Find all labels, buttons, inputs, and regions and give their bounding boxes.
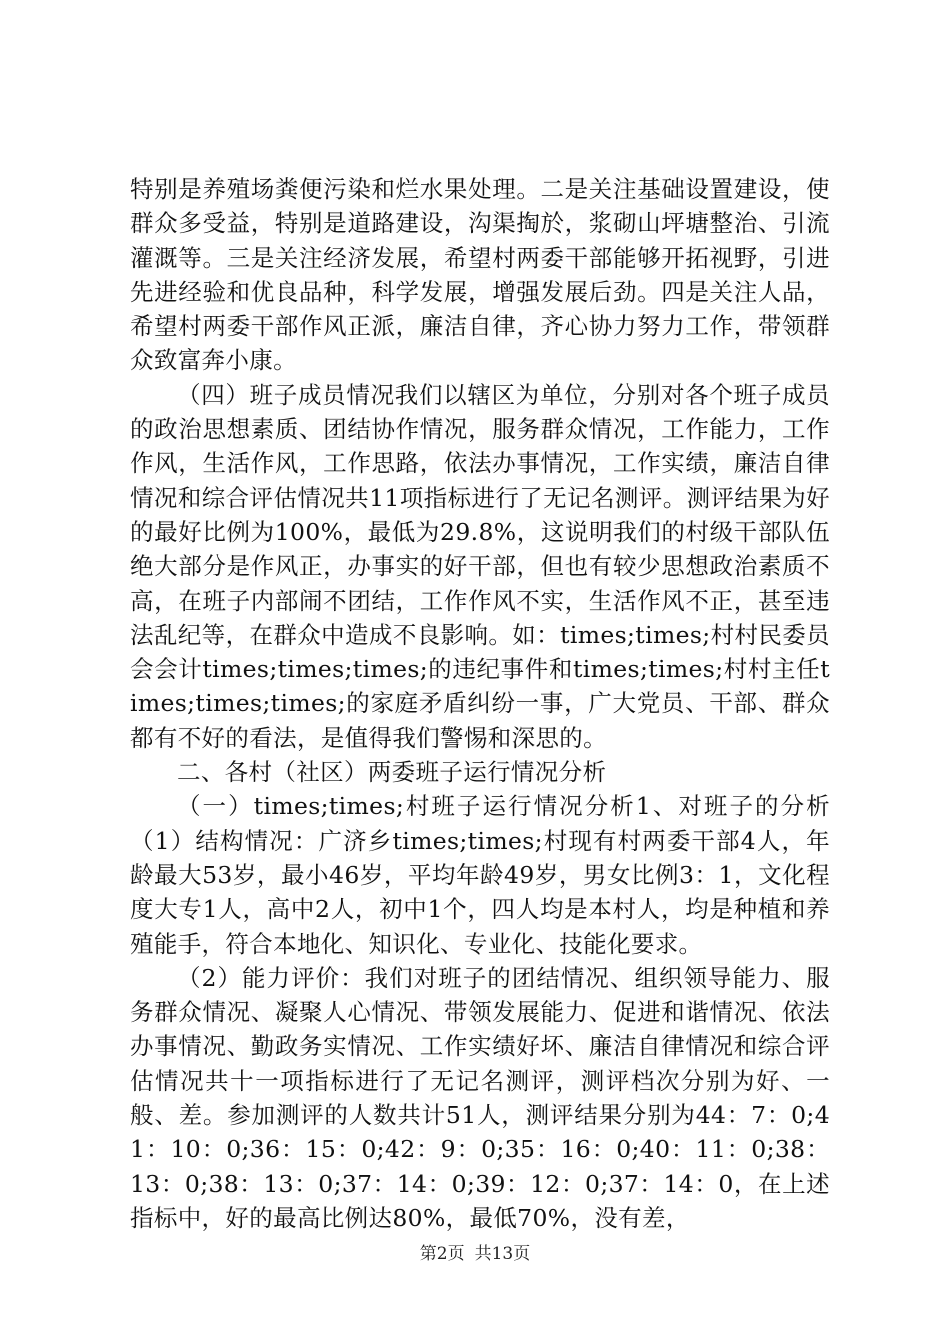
- paragraph-pollution-infrastructure: 特别是养殖场粪便污染和烂水果处理。二是关注基础设置建设，使群众多受益，特别是道路建设，沟渠掏於，浆砌山坪塘整治、引流灌溉等。三是关注经济发展，希望村两委干部能够开拓视野，引进先进经验和优良品种，科学发展，增强发展后劲。四是关注人品，希望村两委干部作风正派，廉洁自律，齐心协力努力工作，带领群众致富奔小康。: [130, 175, 830, 375]
- document-body: [130, 172, 830, 1235]
- page-number: 第2页: [419, 1244, 465, 1264]
- paragraph-ability-evaluation: （2）能力评价：我们对班子的团结情况、组织领导能力、服务群众情况、凝聚人心情况、带领发展能力、促进和谐情况、依法办事情况、勤政务实情况、工作实绩好坏、廉洁自律情况和综合评估情况共十一项指标进行了无记名测评，测评档次分别为好、一般、差。参加测评的人数共计51人，测评结果分别为44：7：0;41：10：0;36：15：0;42：9：0;35：16：0;40：11：0;38：13：0;38：13：0;37：14：0;39：12：0;37：14：0，在上述指标中，好的最高比例达80%，最低70%，没有差，: [130, 963, 830, 1232]
- paragraph-structure-analysis: （一）times;times;村班子运行情况分析1、对班子的分析（1）结构情况：广济乡times;times;村现有村两委干部4人，年龄最大53岁，最小46岁，平均年龄49岁，男女比例3：1，文化程度大专1人，高中2人，初中1个，四人均是本村人，均是种植和养殖能手，符合本地化、知识化、专业化、技能化要求。: [130, 792, 830, 958]
- page-footer: [0, 1243, 950, 1265]
- page-total: 共13页: [474, 1244, 531, 1264]
- section-heading-committee-analysis: 二、各村（社区）两委班子运行情况分析: [177, 758, 607, 787]
- paragraph-member-evaluation: （四）班子成员情况我们以辖区为单位，分别对各个班子成员的政治思想素质、团结协作情况，服务群众情况，工作能力，工作作风，生活作风，工作思路，依法办事情况，工作实绩，廉洁自律情况和综合评估情况共11项指标进行了无记名测评。测评结果为好的最好比例为100%，最低为29.8%，这说明我们的村级干部队伍绝大部分是作风正，办事实的好干部，但也有较少思想政治素质不高，在班子内部闹不团结，工作作风不实，生活作风不正，甚至违法乱纪等，在群众中造成不良影响。如：times;times;村村民委员会会计times;times;times;的违纪事件和times;times;村村主任times;times;times;的家庭矛盾纠纷一事，广大党员、干部、群众都有不好的看法，是值得我们警惕和深思的。: [130, 380, 830, 752]
